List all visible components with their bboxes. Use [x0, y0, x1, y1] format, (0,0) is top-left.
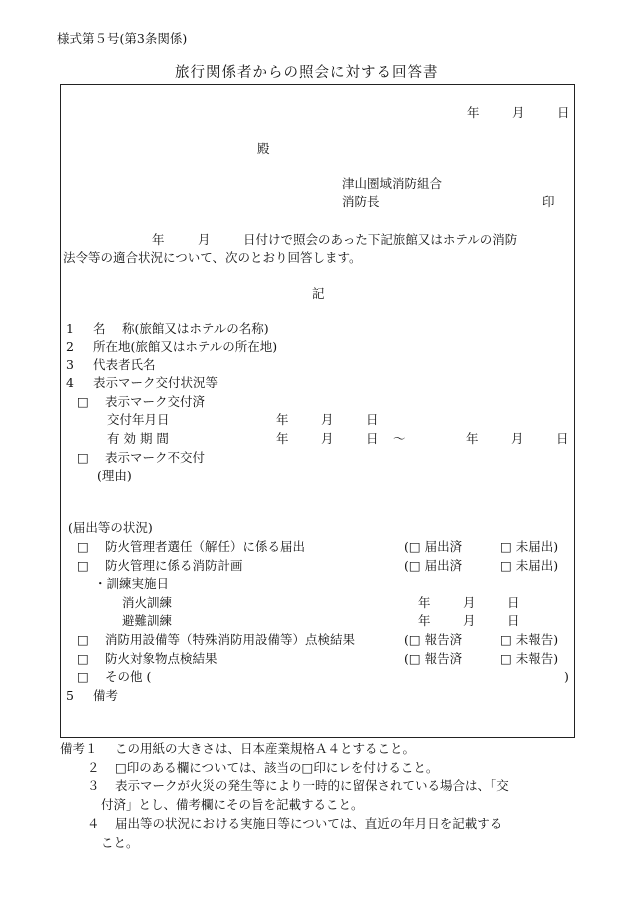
- date-month: 月: [512, 105, 525, 120]
- form-number: 様式第５号(第3条関係): [57, 31, 188, 46]
- evacuation-day: 日: [507, 613, 520, 628]
- extinguish-month: 月: [463, 595, 476, 610]
- training-date-label: ・訓練実施日: [94, 576, 170, 591]
- fire-manager-label: 防火管理者選任（解任）に係る届出: [105, 539, 306, 554]
- prevention-reported[interactable]: (□ 報告済: [404, 651, 463, 666]
- validity-to-year: 年: [466, 431, 479, 446]
- evacuation-training-label: 避難訓練: [122, 613, 173, 628]
- issue-date-day: 日: [366, 412, 379, 427]
- sender-role: 消防長: [342, 194, 380, 209]
- item-5-num: 5: [66, 688, 74, 703]
- note-4-text-a: 届出等の状況における実施日等については、直近の年月日を記載する: [115, 816, 503, 831]
- note-3-text-a: 表示マークが火災の発生等により一時的に留保されている場合は、「交: [115, 778, 509, 793]
- item-1-label: 名 称(旅館又はホテルの名称): [93, 321, 269, 336]
- note-3-text-b: 付済」とし、備考欄にその旨を記載すること。: [101, 797, 364, 812]
- issue-date-label: 交付年月日: [107, 412, 170, 427]
- evacuation-year: 年: [418, 613, 431, 628]
- item-4-label: 表示マーク交付状況等: [93, 375, 219, 390]
- validity-from-year: 年: [276, 431, 289, 446]
- mark-issued-label: 表示マーク交付済: [105, 394, 206, 409]
- fire-manager-unfiled[interactable]: □ 未届出): [500, 539, 559, 554]
- mark-not-issued-label: 表示マーク不交付: [105, 450, 206, 465]
- seal-mark: 印: [542, 194, 555, 209]
- date-day: 日: [557, 105, 570, 120]
- equipment-label: 消防用設備等（特殊消防用設備等）点検結果: [105, 632, 356, 647]
- validity-to-month: 月: [511, 431, 524, 446]
- other-checkbox[interactable]: □: [77, 669, 89, 684]
- note-2-text: □印のある欄については、該当の□印にレを付けること。: [115, 760, 439, 775]
- reason-label: (理由): [97, 468, 132, 483]
- item-4-num: 4: [66, 375, 74, 390]
- other-label: その他 (: [105, 669, 152, 684]
- date-year: 年: [467, 105, 480, 120]
- item-3-num: 3: [66, 357, 74, 372]
- body-year: 年: [152, 232, 165, 247]
- issue-date-month: 月: [321, 412, 334, 427]
- fire-plan-label: 防火管理に係る消防計画: [105, 558, 243, 573]
- fire-manager-checkbox[interactable]: □: [77, 539, 89, 554]
- note-4-num: ４: [87, 816, 100, 831]
- fire-plan-checkbox[interactable]: □: [77, 558, 89, 573]
- validity-tilde: ～: [393, 431, 406, 446]
- validity-label: 有 効 期 間: [107, 431, 169, 446]
- body-line1: 日付けで照会のあった下記旅館又はホテルの消防: [243, 232, 518, 247]
- fire-plan-filed[interactable]: (□ 届出済: [404, 558, 463, 573]
- mark-issued-checkbox[interactable]: □: [77, 394, 89, 409]
- prevention-unreported[interactable]: □ 未報告): [500, 651, 559, 666]
- validity-from-day: 日: [366, 431, 379, 446]
- equipment-reported[interactable]: (□ 報告済: [404, 632, 463, 647]
- extinguish-year: 年: [418, 595, 431, 610]
- filing-heading: (届出等の状況): [68, 520, 153, 535]
- mark-not-issued-checkbox[interactable]: □: [77, 450, 89, 465]
- extinguish-day: 日: [507, 595, 520, 610]
- item-3-label: 代表者氏名: [93, 357, 156, 372]
- sender-org: 津山圏域消防組合: [342, 176, 443, 191]
- item-1-num: 1: [66, 321, 74, 336]
- other-close-paren: ): [564, 669, 569, 684]
- document-title: 旅行関係者からの照会に対する回答書: [175, 65, 439, 81]
- prevention-label: 防火対象物点検結果: [105, 651, 218, 666]
- prevention-checkbox[interactable]: □: [77, 651, 89, 666]
- body-line2: 法令等の適合状況について、次のとおり回答します。: [63, 250, 362, 265]
- body-month: 月: [198, 232, 211, 247]
- note-3-num: ３: [87, 778, 100, 793]
- item-2-label: 所在地(旅館又はホテルの所在地): [93, 339, 278, 354]
- equipment-checkbox[interactable]: □: [77, 632, 89, 647]
- extinguish-training-label: 消火訓練: [122, 595, 173, 610]
- issue-date-year: 年: [276, 412, 289, 427]
- item-2-num: 2: [66, 339, 74, 354]
- note-1-text: この用紙の大きさは、日本産業規格Ａ４とすること。: [115, 741, 416, 756]
- validity-from-month: 月: [321, 431, 334, 446]
- fire-manager-filed[interactable]: (□ 届出済: [404, 539, 463, 554]
- validity-to-day: 日: [556, 431, 569, 446]
- ki-heading: 記: [312, 286, 325, 301]
- item-5-label: 備考: [93, 688, 119, 703]
- note-2-num: ２: [87, 760, 100, 775]
- note-4-text-b: こと。: [101, 835, 139, 850]
- note-1-prefix: 備考１: [60, 741, 98, 756]
- fire-plan-unfiled[interactable]: □ 未届出): [500, 558, 559, 573]
- evacuation-month: 月: [463, 613, 476, 628]
- addressee-suffix: 殿: [257, 141, 270, 156]
- equipment-unreported[interactable]: □ 未報告): [500, 632, 559, 647]
